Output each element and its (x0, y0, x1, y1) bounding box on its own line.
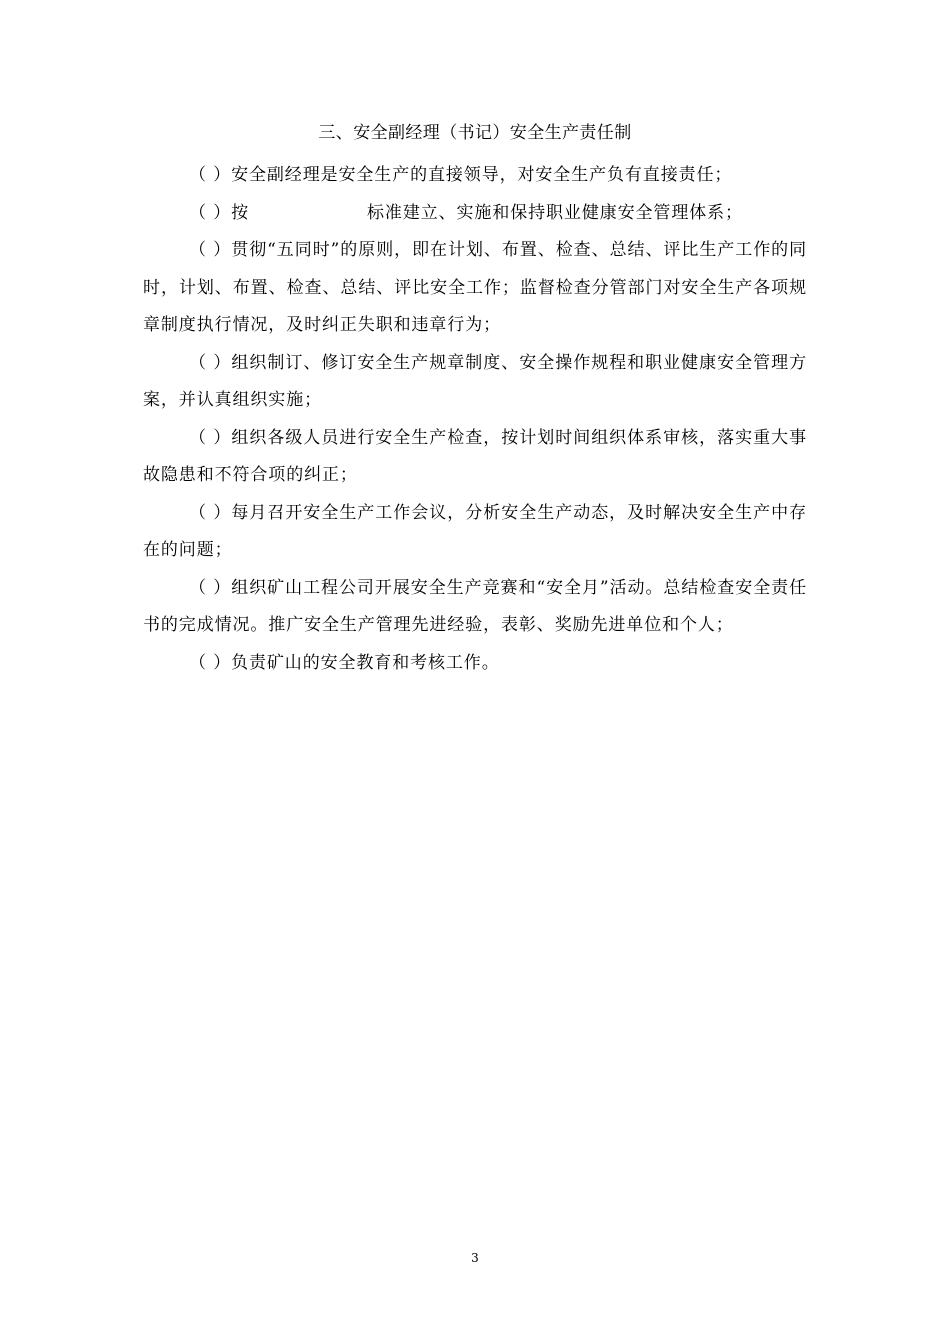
paragraph-7: （ ）组织矿山工程公司开展安全生产竞赛和“安全月”活动。总结检查安全责任书的完成情况。推广安全生产管理先进经验，表彰、奖励先进单位和个人； (143, 577, 807, 635)
paragraph-2-end: 标准建立、实施和保持职业健康安全管理体系； (367, 202, 743, 223)
paragraph-6: （ ）每月召开安全生产工作会议，分析安全生产动态，及时解决安全生产中存在的问题； (143, 502, 807, 560)
paragraph-1: （ ）安全副经理是安全生产的直接领导，对安全生产负有直接责任； (189, 165, 733, 185)
paragraph-5: （ ）组织各级人员进行安全生产检查，按计划时间组织体系审核，落实重大事故隐患和不符合项的纠正； (143, 427, 807, 485)
paragraph-8: （ ）负责矿山的安全教育和考核工作。 (189, 652, 500, 673)
section-title: 三、安全副经理（书记）安全生产责任制 (318, 123, 632, 143)
paragraph-2 (143, 195, 807, 233)
paragraph-4: （ ）组织制订、修订安全生产规章制度、安全操作规程和职业健康安全管理方案，并认真组织实施； (143, 352, 807, 410)
page-number: 3 (471, 1251, 479, 1265)
paragraph-2-start: （ ）按 (189, 202, 250, 223)
paragraph-3: （ ）贯彻“五同时”的原则，即在计划、布置、检查、总结、评比生产工作的同时，计划、布置、检查、总结、评比安全工作；监督检查分管部门对安全生产各项规章制度执行情况，及时纠正失职和违章行为； (143, 240, 807, 335)
document-body (143, 157, 807, 682)
